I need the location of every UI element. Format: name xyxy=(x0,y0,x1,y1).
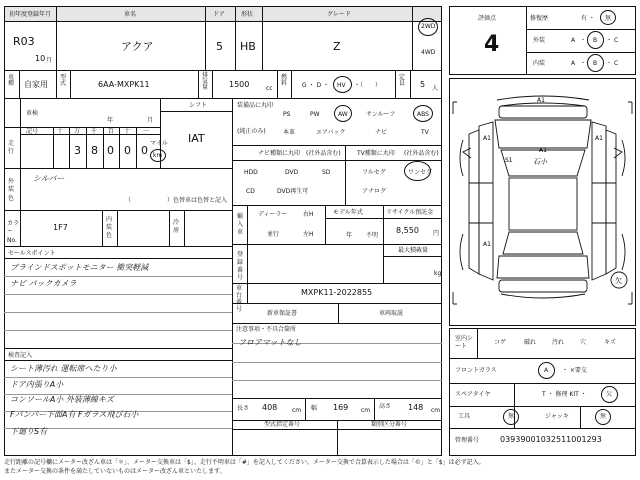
import-right: 右H xyxy=(303,211,314,218)
int-grade-c: C xyxy=(614,60,619,67)
notes-value: フロアマットなし xyxy=(238,338,302,347)
inspector-line-1: ドア内張りA小 xyxy=(10,380,64,389)
height-unit: cm xyxy=(431,407,441,414)
exterior-label: 外装色 xyxy=(8,178,15,202)
fuel-paren: ・（ ） xyxy=(354,82,382,89)
spare-selected: 欠 xyxy=(606,391,613,398)
ext-grade-b: B xyxy=(593,37,598,44)
equipment-title: 装備品に丸印 xyxy=(237,102,274,109)
shape-label: 形状 xyxy=(241,11,254,18)
navi-dvd: DVD xyxy=(285,169,299,176)
recycle-yen: 円 xyxy=(433,230,440,237)
navi-sd: SD xyxy=(322,169,331,176)
digit-label-6: 一 xyxy=(143,128,150,135)
first-reg-value: R03 xyxy=(13,35,35,48)
navi-sub: (社外品含む) xyxy=(306,150,341,157)
inspector-label: 検査記入 xyxy=(8,352,33,359)
height-label: 高さ xyxy=(379,403,392,410)
sales-line-0: ブラインドスポットモニター 衝突軽減 xyxy=(10,263,149,272)
score-label: 評価点 xyxy=(478,15,497,22)
new-warranty-label: 新車保証書 xyxy=(267,310,298,317)
shift-label: シフト xyxy=(189,102,208,109)
mgmt-label: 管理番号 xyxy=(455,437,480,444)
chassis-label: 車台番号 xyxy=(236,285,243,313)
car-name-value: アクア xyxy=(121,40,154,53)
length-label: 長さ xyxy=(237,405,250,412)
mileage-digit-3: 0 xyxy=(124,144,131,157)
mark-front-bumper: A1 xyxy=(537,97,545,104)
seat-burn: コゲ xyxy=(494,339,507,346)
interior-color-label: 内装色 xyxy=(106,216,113,239)
front-glass-label: フロントガラス xyxy=(455,367,497,374)
int-grade-a: A xyxy=(571,60,576,67)
jack-value: 無 xyxy=(600,413,607,420)
mark-right-fender: A1 xyxy=(595,135,603,142)
navi-cd: CD xyxy=(246,188,255,195)
door-value: 5 xyxy=(216,40,223,53)
int-sep-2: ・ xyxy=(606,60,613,67)
seat-scratch: キズ xyxy=(604,339,616,346)
glass-selected: A xyxy=(544,367,549,374)
grade-label: グレード xyxy=(327,11,352,18)
model-label: 型式 xyxy=(60,74,67,87)
tool-value: 無 xyxy=(508,413,515,420)
import-label: 輸入車 xyxy=(237,213,244,236)
import-dealer: ディーラー xyxy=(258,211,288,218)
footer-line-2: またメーター交換の条件を満たしていないものはメーター改ざん車といたします。 xyxy=(4,468,226,475)
type-number-label: 型式指定番号 xyxy=(264,421,301,428)
ext-grade-a: A xyxy=(571,37,576,44)
max-load-kg: kg xyxy=(434,270,442,277)
score-value: 4 xyxy=(484,32,500,57)
ext-sep-2: ・ xyxy=(606,37,613,44)
model-value: 6AA-MXPK11 xyxy=(98,80,150,89)
equip-leather: 本革 xyxy=(283,129,296,136)
tv-title: TV種類に丸印 xyxy=(357,150,395,157)
mileage-digit-0: 3 xyxy=(74,144,81,157)
spare-tire-label: スペアタイヤ xyxy=(455,391,491,398)
inspection-year-unit: 年 xyxy=(107,117,114,124)
width-label: 幅 xyxy=(311,405,318,412)
color-no-label: カラーNo. xyxy=(7,220,20,244)
first-reg-label: 初年度登録年月 xyxy=(9,11,52,18)
equip-aw: AW xyxy=(338,111,348,118)
repair-label: 修復歴 xyxy=(530,15,549,22)
shape-value: HB xyxy=(240,40,256,53)
exterior-value: シルバー xyxy=(33,174,65,183)
equip-abs: ABS xyxy=(417,111,429,118)
inspector-line-3: Fバンパー下面A有 Fガラス飛び石小 xyxy=(10,410,139,419)
displacement-value: 1500 xyxy=(229,80,250,89)
equip-navi: ナビ xyxy=(375,129,388,136)
tv-fullseg: フルセグ xyxy=(362,169,386,176)
door-label: ドア xyxy=(213,11,225,18)
name-label: 車名 xyxy=(124,11,137,18)
capacity-label: 定員 xyxy=(399,74,406,87)
ext-sep-1: ・ xyxy=(580,37,587,44)
notes-label: 注意事項・不具合箇所 xyxy=(236,326,297,333)
mark-windshield-left: S1 xyxy=(505,157,513,164)
mileage-unit-mile: マイル xyxy=(150,140,168,147)
repair-none: 無 xyxy=(605,15,612,22)
digit-label-5: 十 xyxy=(124,128,131,135)
inspector-line-4: 下廻りS有 xyxy=(10,427,48,436)
shift-value: IAT xyxy=(188,132,205,145)
class-number-label: 類別区分番号 xyxy=(371,421,408,428)
ext-grade-c: C xyxy=(614,37,619,44)
glass-note: ・ ×要交 xyxy=(562,367,587,374)
navi-title: ナビ種類に丸印 xyxy=(258,150,301,157)
equip-ps: PS xyxy=(283,111,291,118)
mileage-digit-1: 8 xyxy=(91,144,98,157)
recycle-value: 8,550 xyxy=(396,226,419,235)
grade-value: Z xyxy=(333,40,341,53)
manual-label: 車両取説 xyxy=(379,310,404,317)
repair-yes: 有 ・ xyxy=(581,15,595,22)
seat-tear: 破れ xyxy=(524,339,537,346)
interior-seat-label: 室内シート xyxy=(455,335,474,351)
mark-left-fender: A1 xyxy=(483,135,491,142)
length-unit: cm xyxy=(292,407,302,414)
category-label: 車種 xyxy=(8,74,15,87)
sales-label: セールスポイント xyxy=(8,250,56,257)
fuel-selected: HV xyxy=(337,82,346,89)
digit-label-2: 万 xyxy=(74,128,81,135)
month-unit: 月 xyxy=(46,57,53,64)
recycle-label: リサイクル預託金 xyxy=(386,209,434,216)
equip-sunroof: サンルーフ xyxy=(366,111,396,118)
spare-items: T ・ 修理 KIT ・ xyxy=(542,391,587,398)
sales-line-1: ナビ パックカメラ xyxy=(10,279,77,288)
mark-glass: 石小 xyxy=(533,158,547,166)
max-load-label: 最大積載量 xyxy=(398,247,429,254)
height-value: 148 xyxy=(408,403,424,412)
capacity-value: 5 xyxy=(420,80,426,89)
equip-airbag: エアバック xyxy=(316,129,346,136)
digit-label-1: 十 xyxy=(57,128,64,135)
fuel-options: G ・ D ・ xyxy=(302,82,329,89)
tv-analog: アナログ xyxy=(362,188,387,195)
mileage-digit-2: 0 xyxy=(107,144,114,157)
equip-pw: PW xyxy=(310,111,320,118)
tv-sub: (社外品含む) xyxy=(404,150,439,157)
inspection-month-unit: 月 xyxy=(147,117,154,124)
int-grade-b: B xyxy=(593,60,598,67)
interior-score-label: 内装 xyxy=(533,60,546,67)
inspector-line-2: コンソールA小 外装薄線キズ xyxy=(10,395,114,404)
model-year-label: モデル年式 xyxy=(333,209,363,216)
fuel-label: 燃料 xyxy=(281,74,288,87)
navi-hdd: HDD xyxy=(244,169,258,176)
chassis-value: MXPK11-2022855 xyxy=(301,288,373,297)
jack-label: ジャッキ xyxy=(545,413,569,420)
spare-mark: 欠 xyxy=(615,277,622,285)
model-year-unknown: 不明 xyxy=(366,232,379,239)
color-no-value: 1F7 xyxy=(53,223,68,232)
inspector-line-0: シート薄汚れ 運転席へたり小 xyxy=(10,364,117,373)
mark-rear-left: A1 xyxy=(483,241,491,248)
import-parallel: 並行 xyxy=(267,231,280,238)
equip-tv: TV xyxy=(421,129,429,136)
drive-4wd: 4WD xyxy=(421,49,436,56)
mileage-digit-4: 0 xyxy=(141,144,148,157)
paint-note: （ ）色替車は色替と記入 xyxy=(125,197,228,204)
equipment-sub: (純正のみ) xyxy=(237,128,266,135)
width-unit: cm xyxy=(361,407,371,414)
digit-label-4: 百 xyxy=(108,128,115,135)
seat-dirt: 汚れ xyxy=(552,339,565,346)
category-value: 自家用 xyxy=(24,80,48,89)
drive-2wd: 2WD xyxy=(421,23,436,30)
mileage-unit-km: km xyxy=(153,152,163,159)
seat-hole: 穴 xyxy=(580,339,587,346)
mgmt-value: 03939001032511001293 xyxy=(500,435,602,444)
tv-oneseg: ワンセグ xyxy=(408,169,433,176)
digit-label-3: 千 xyxy=(91,128,98,135)
int-sep-1: ・ xyxy=(580,60,587,67)
tool-label: 工具 xyxy=(458,413,471,420)
mark-hood: A1 xyxy=(539,147,547,154)
inspection-label: 車検 xyxy=(26,110,39,117)
import-left: 左H xyxy=(303,231,314,238)
exterior-score-label: 外装 xyxy=(533,37,546,44)
registration-label: 登録番号 xyxy=(237,251,244,282)
navi-dvd-play: DVD再生可 xyxy=(277,188,309,195)
width-value: 169 xyxy=(333,403,349,412)
capacity-unit: 人 xyxy=(432,85,439,92)
car-body-diagram xyxy=(449,78,636,326)
digit-label-0: 記号 xyxy=(26,128,39,135)
model-year-unit: 年 xyxy=(346,232,353,239)
displacement-unit: cc xyxy=(266,85,273,92)
displacement-label: 排気量 xyxy=(202,72,209,91)
first-reg-month: 10 xyxy=(35,54,46,63)
ac-label: 冷房 xyxy=(173,219,180,234)
length-value: 408 xyxy=(262,403,278,412)
mileage-label: 走行 xyxy=(8,140,15,156)
footer-line-1: 走行距離の記号欄にメーター改ざん車は「＊」、メーター交換車は「$」、走行不明車は「#」を記入してください。メーター交換で合算表示した場合は「©」と「$」は必ず記入。 xyxy=(4,459,485,466)
